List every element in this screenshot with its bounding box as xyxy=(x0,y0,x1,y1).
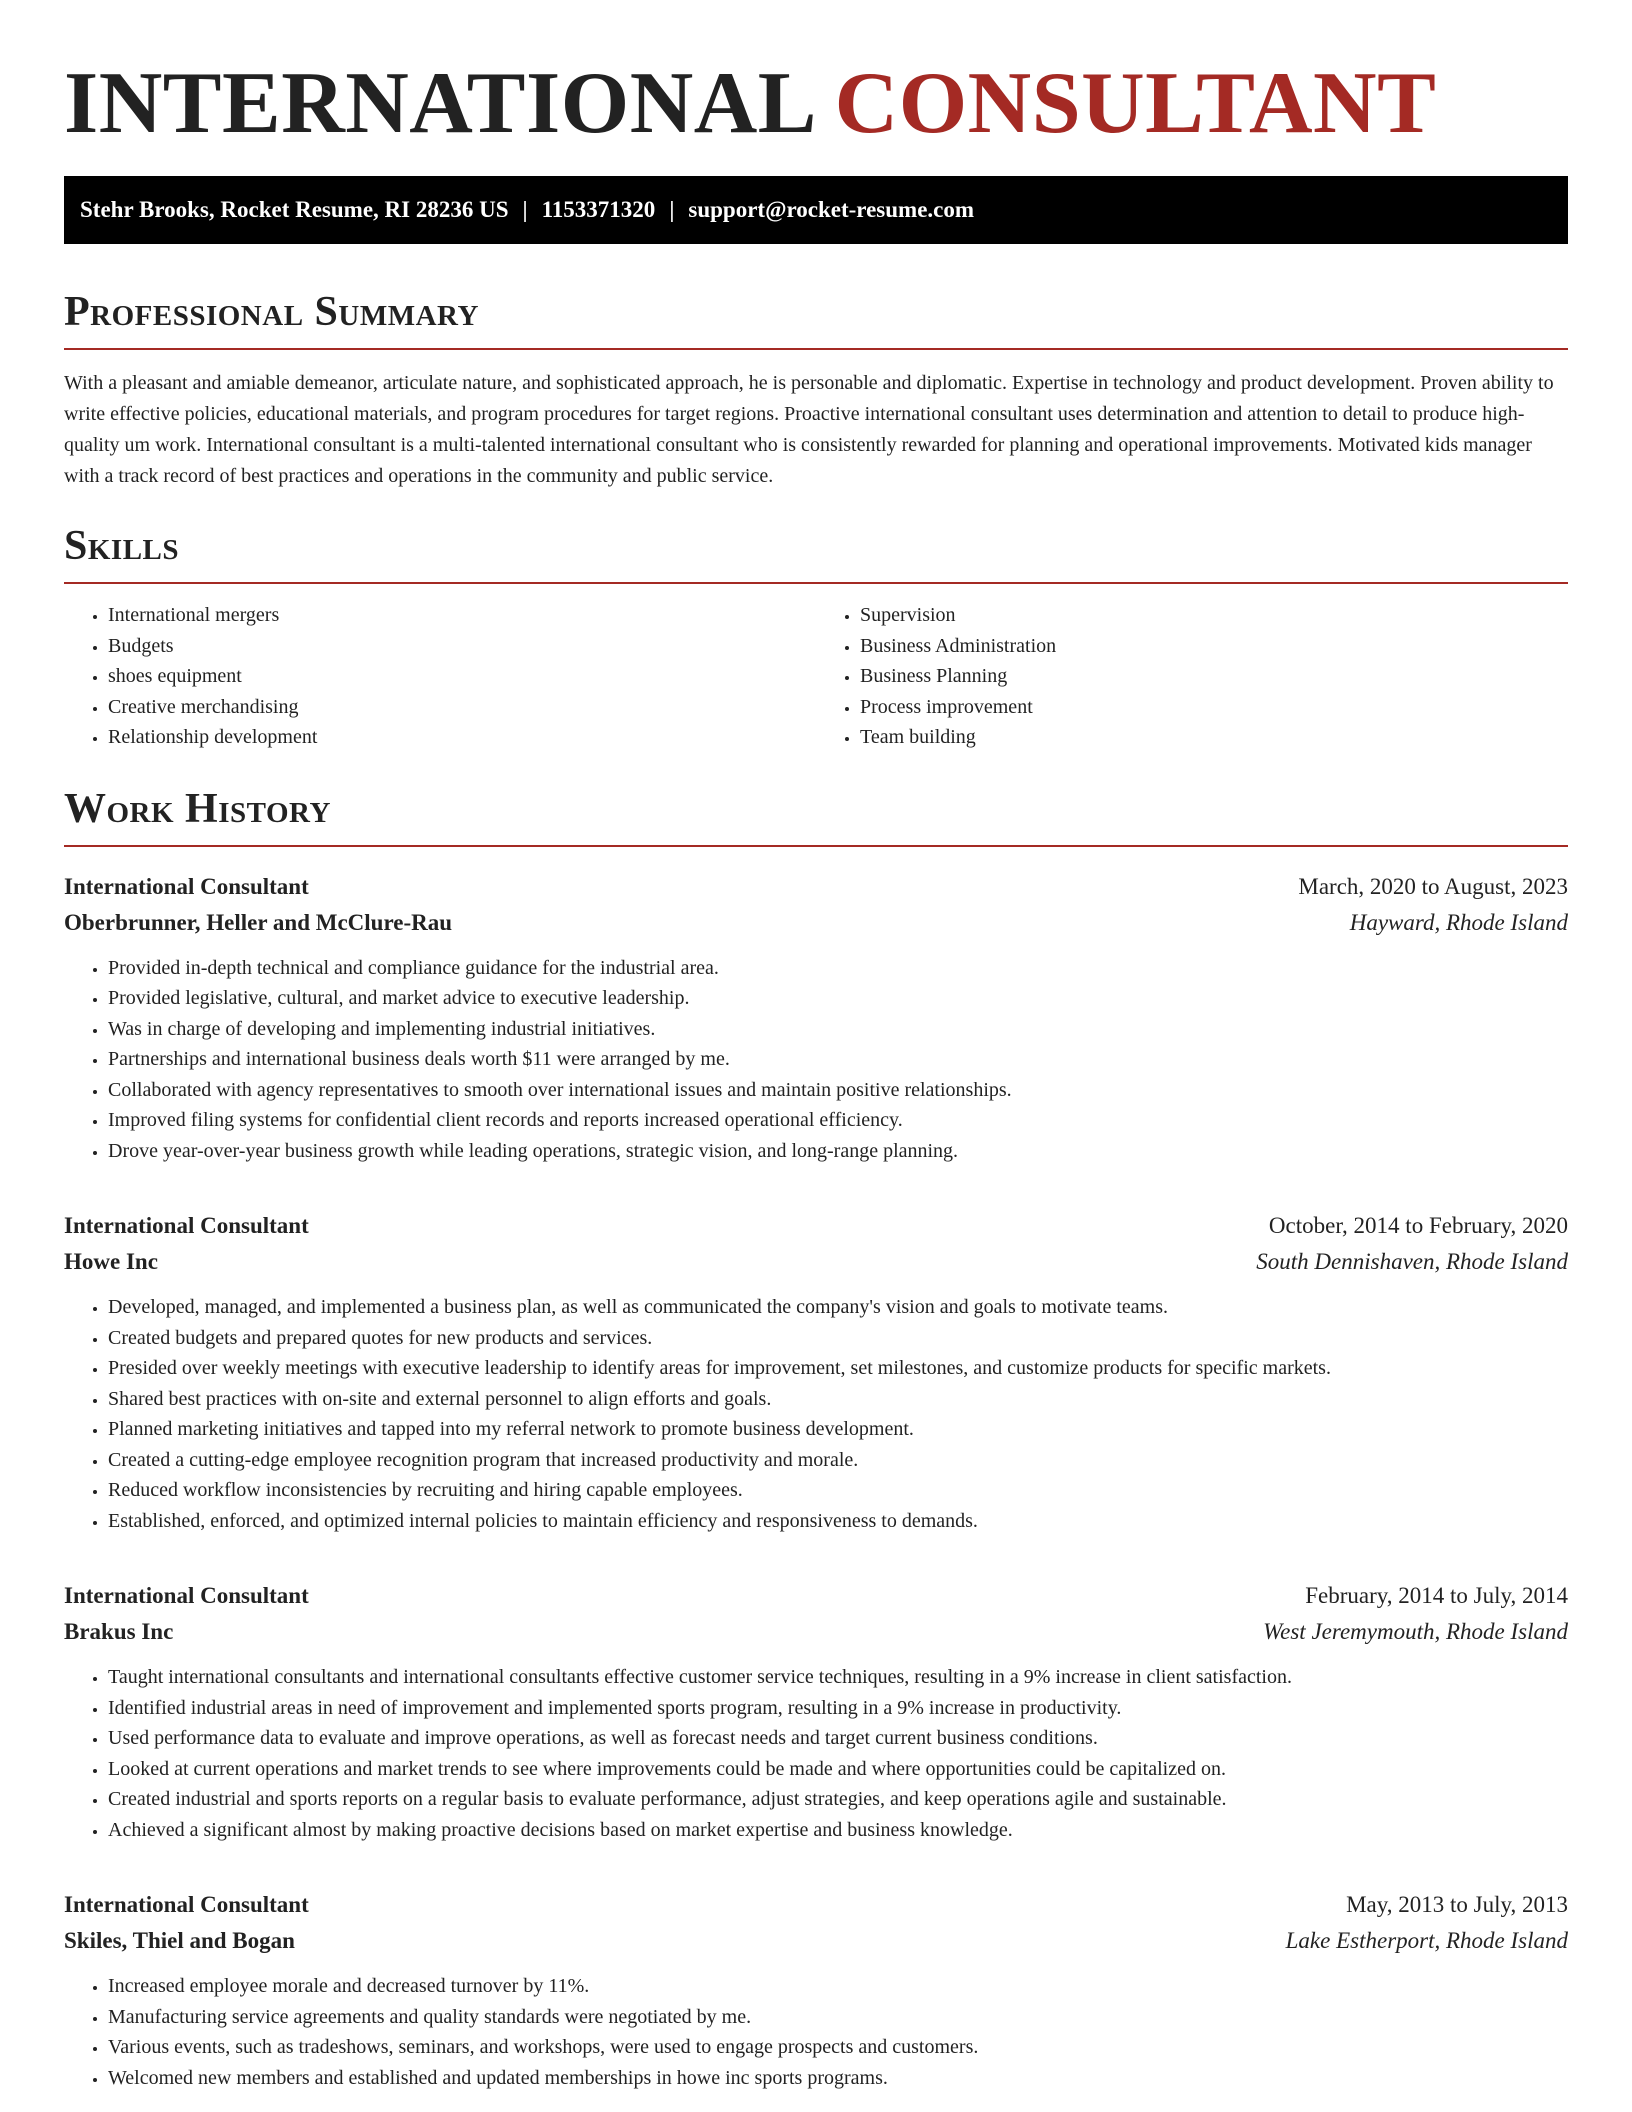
summary-section xyxy=(64,286,1568,492)
job-title: International Consultant xyxy=(64,1892,309,1917)
skill-item: • Relationship development xyxy=(108,722,816,753)
job-bullet: • Developed, managed, and implemented a business plan, as well as communicated the company's vision and goals to motivate teams. xyxy=(108,1292,1568,1323)
skill-item: • Team building xyxy=(860,722,1568,753)
section-divider xyxy=(64,845,1568,847)
contact-bar xyxy=(64,176,1568,244)
job-entry xyxy=(64,1208,1568,1536)
job-title: International Consultant xyxy=(64,1583,309,1608)
job-company: Oberbrunner, Heller and McClure-Rau xyxy=(64,909,453,935)
resume-title xyxy=(64,0,1568,154)
job-bullet: • Improved filing systems for confidential client records and reports increased operational efficiency. xyxy=(108,1105,1568,1136)
job-bullet: • Planned marketing initiatives and tapped into my referral network to promote business development. xyxy=(108,1414,1568,1445)
job-company: Howe Inc xyxy=(64,1249,158,1274)
contact-email: support@rocket-resume.com xyxy=(688,197,975,222)
job-bullet: • Achieved a significant almost by making proactive decisions based on market expertise and business knowledge. xyxy=(108,1815,1568,1846)
job-bullet: • Various events, such as tradeshows, seminars, and workshops, were used to engage prospects and customers. xyxy=(108,2032,1568,2063)
job-bullet: • Provided legislative, cultural, and market advice to executive leadership. xyxy=(108,983,1568,1014)
job-location: Lake Estherport, Rhode Island xyxy=(1285,1928,1568,1953)
job-header-row xyxy=(64,869,1568,905)
skills-columns xyxy=(64,600,1568,753)
contact-address: Stehr Brooks, Rocket Resume, RI 28236 US xyxy=(80,197,509,222)
contact-phone: 1153371320 xyxy=(541,197,656,222)
job-title: International Consultant xyxy=(64,873,309,899)
job-header-row xyxy=(64,1887,1568,1923)
job-entry xyxy=(64,1578,1568,1845)
job-entry xyxy=(64,1887,1568,2093)
job-bullet: • Looked at current operations and market trends to see where improvements could be made and where opportunities could be capitalized on. xyxy=(108,1754,1568,1785)
job-bullet: • Partnerships and international business deals worth $11 were arranged by me. xyxy=(108,1044,1568,1075)
job-bullet: • Collaborated with agency representatives to smooth over international issues and maintain positive relationships. xyxy=(108,1075,1568,1106)
job-bullet: • Established, enforced, and optimized internal policies to maintain efficiency and responsiveness to demands. xyxy=(108,1506,1568,1537)
skill-item: • Supervision xyxy=(860,600,1568,631)
job-bullet: • Created industrial and sports reports on a regular basis to evaluate performance, adjust strategies, and keep operations agile and sustainable. xyxy=(108,1784,1568,1815)
work-history-heading: Work History xyxy=(64,785,331,832)
job-bullet: • Increased employee morale and decreased turnover by 11%. xyxy=(108,1971,1568,2002)
skill-item: • Budgets xyxy=(108,631,816,662)
job-company: Skiles, Thiel and Bogan xyxy=(64,1928,295,1953)
job-title: International Consultant xyxy=(64,1213,309,1238)
job-bullet: • Used performance data to evaluate and improve operations, as well as forecast needs and target current business conditions. xyxy=(108,1723,1568,1754)
work-history-section xyxy=(64,783,1568,2094)
job-bullet: • Was in charge of developing and implementing industrial initiatives. xyxy=(108,1014,1568,1045)
job-bullet: • Taught international consultants and international consultants effective customer service techniques, resulting in a 9% increase in client satisfaction. xyxy=(108,1662,1568,1693)
skill-item: • shoes equipment xyxy=(108,661,816,692)
skills-list-right xyxy=(816,600,1568,753)
job-bullet: • Manufacturing service agreements and quality standards were negotiated by me. xyxy=(108,2002,1568,2033)
job-bullets xyxy=(64,1971,1568,2093)
job-dates: March, 2020 to August, 2023 xyxy=(1298,873,1568,899)
skills-list-left xyxy=(64,600,816,753)
skill-item: • Creative merchandising xyxy=(108,692,816,723)
contact-separator: | xyxy=(669,197,675,222)
job-bullets xyxy=(64,1662,1568,1845)
skill-item: • Business Administration xyxy=(860,631,1568,662)
section-divider xyxy=(64,348,1568,350)
job-bullets xyxy=(64,953,1568,1167)
job-bullet: • Created budgets and prepared quotes for new products and services. xyxy=(108,1323,1568,1354)
job-location: West Jeremymouth, Rhode Island xyxy=(1263,1619,1568,1644)
skill-item: • Process improvement xyxy=(860,692,1568,723)
job-dates: October, 2014 to February, 2020 xyxy=(1268,1213,1568,1238)
job-bullet: • Identified industrial areas in need of improvement and implemented sports program, resulting in a 9% increase in productivity. xyxy=(108,1693,1568,1724)
job-dates: February, 2014 to July, 2014 xyxy=(1305,1583,1568,1608)
job-subheader-row xyxy=(64,1923,1568,1959)
job-subheader-row xyxy=(64,905,1568,941)
job-location: Hayward, Rhode Island xyxy=(1349,909,1568,935)
job-bullet: • Shared best practices with on-site and external personnel to align efforts and goals. xyxy=(108,1384,1568,1415)
section-divider xyxy=(64,582,1568,584)
job-bullet: • Created a cutting-edge employee recognition program that increased productivity and morale. xyxy=(108,1445,1568,1476)
job-bullet: • Presided over weekly meetings with executive leadership to identify areas for improvement, set milestones, and customize products for specific markets. xyxy=(108,1353,1568,1384)
job-subheader-row xyxy=(64,1244,1568,1280)
job-location: South Dennishaven, Rhode Island xyxy=(1256,1249,1568,1274)
job-header-row xyxy=(64,1578,1568,1614)
job-bullet: • Drove year-over-year business growth while leading operations, strategic vision, and long-range planning. xyxy=(108,1136,1568,1167)
job-company: Brakus Inc xyxy=(64,1619,174,1644)
title-first-word: INTERNATIONAL xyxy=(64,55,813,152)
job-entry xyxy=(64,869,1568,1167)
title-second-word: CONSULTANT xyxy=(834,55,1437,152)
summary-heading: Professional Summary xyxy=(64,289,479,335)
job-bullet: • Provided in-depth technical and compliance guidance for the industrial area. xyxy=(108,953,1568,984)
job-bullets xyxy=(64,1292,1568,1536)
skills-section xyxy=(64,520,1568,753)
contact-separator: | xyxy=(522,197,528,222)
skill-item: • Business Planning xyxy=(860,661,1568,692)
job-header-row xyxy=(64,1208,1568,1244)
job-bullet: • Reduced workflow inconsistencies by recruiting and hiring capable employees. xyxy=(108,1475,1568,1506)
skill-item: • International mergers xyxy=(108,600,816,631)
job-dates: May, 2013 to July, 2013 xyxy=(1346,1892,1568,1917)
job-subheader-row xyxy=(64,1614,1568,1650)
skills-heading: Skills xyxy=(64,523,180,569)
job-bullet: • Welcomed new members and established and updated memberships in howe inc sports programs. xyxy=(108,2063,1568,2094)
summary-text: With a pleasant and amiable demeanor, articulate nature, and sophisticated approach, he is personable and diplomatic. Expertise in technology and product development. Proven ability to write effective policies, educational materials, and program procedures for target regions. Proactive international consultant uses determination and attention to detail to produce high-quality um work. International consultant is a multi-talented international consultant who is consistently rewarded for planning and operational improvements. Motivated kids manager with a track record of best practices and operations in the community and public service. xyxy=(64,372,1554,487)
